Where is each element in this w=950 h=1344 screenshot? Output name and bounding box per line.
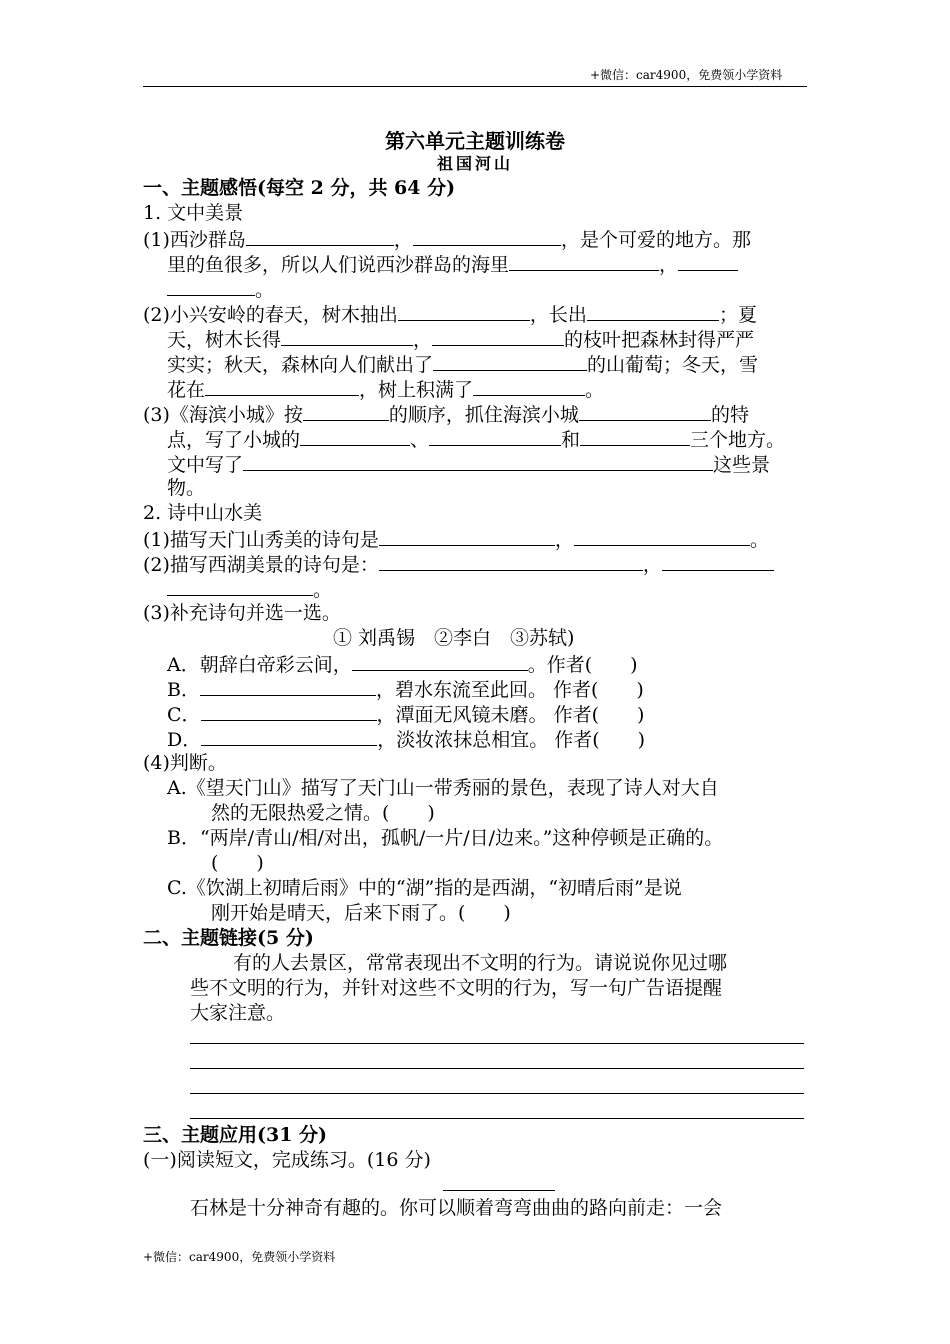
- page-footer: +微信：car4900，免费领小学资料: [143, 1250, 336, 1264]
- paragraph-line: 大家注意。: [190, 1002, 286, 1024]
- subsection-poem-scenery: 2. 诗中山水美: [143, 502, 263, 524]
- answer-blank[interactable]: [413, 226, 561, 246]
- answer-blank[interactable]: [580, 426, 690, 446]
- section-two-heading: 二、主题链接(5 分): [143, 927, 314, 949]
- answer-blank[interactable]: [574, 526, 750, 546]
- answer-blank[interactable]: [246, 226, 394, 246]
- answer-blank[interactable]: [352, 651, 528, 671]
- header-rule: [143, 86, 807, 87]
- section-three-heading: 三、主题应用(31 分): [143, 1124, 328, 1146]
- paragraph-line: 些不文明的行为，并针对这些不文明的行为，写一句广告语提醒: [190, 977, 723, 999]
- judgment-a: A.《望天门山》描写了天门山一带秀丽的景色，表现了诗人对大自: [167, 777, 719, 799]
- reading-instruction: (一)阅读短文，完成练习。(16 分): [143, 1149, 431, 1171]
- page-title: 第六单元主题训练卷: [385, 129, 565, 153]
- question-line: 花在 ，树上积满了 。: [167, 376, 604, 403]
- answer-blank[interactable]: [433, 351, 587, 371]
- question-line: (3)《海滨小城》按 的顺序，抓住海滨小城 的特: [143, 401, 749, 428]
- judgment-a-cont: 然的无限热爱之情。( ): [211, 802, 435, 824]
- question-line: 。: [167, 276, 274, 303]
- answer-blank[interactable]: [167, 276, 255, 296]
- answer-blank[interactable]: [379, 551, 643, 571]
- answer-blank[interactable]: [281, 326, 413, 346]
- question-line: (3)补充诗句并选一选。: [143, 602, 341, 624]
- question-line: 点，写了小城的 、 和 三个地方。: [167, 426, 785, 453]
- answer-blank[interactable]: [205, 376, 359, 396]
- answer-blank[interactable]: [243, 451, 713, 471]
- question-line: 。: [167, 576, 332, 603]
- answer-blank[interactable]: [200, 676, 376, 696]
- judgment-b: B．“两岸/青山/相/对出，孤帆/一片/日/边来。”这种停顿是正确的。: [167, 827, 724, 849]
- question-line: (2)描写西湖美景的诗句是： ，: [143, 551, 774, 578]
- choice-c: C． ，潭面无风镜未磨。 作者( ): [167, 701, 644, 728]
- answer-blank[interactable]: [167, 576, 313, 596]
- passage-title-blank[interactable]: [443, 1190, 555, 1191]
- choice-d: D． ，淡妆浓抹总相宜。 作者( ): [167, 726, 645, 753]
- paragraph-line: 有的人去景区，常常表现出不文明的行为。请说说你见过哪: [233, 952, 728, 974]
- choice-a: A．朝辞白帝彩云间， 。作者( ): [167, 651, 638, 678]
- answer-blank[interactable]: [678, 251, 738, 271]
- passage-line: 石林是十分神奇有趣的。你可以顺着弯弯曲曲的路向前走：一会: [190, 1197, 723, 1219]
- answer-blank[interactable]: [379, 526, 555, 546]
- judgment-b-cont: ( ): [211, 852, 264, 874]
- question-line: (4)判断。: [143, 752, 227, 774]
- question-line: 天，树木长得 ， 的枝叶把森林封得严严: [167, 326, 754, 353]
- answer-blank[interactable]: [509, 251, 659, 271]
- answer-blank[interactable]: [398, 301, 530, 321]
- writing-line[interactable]: [190, 1118, 804, 1119]
- question-line: 里的鱼很多，所以人们说西沙群岛的海里 ，: [167, 251, 738, 278]
- question-line: (1)描写天门山秀美的诗句是 ， 。: [143, 526, 769, 553]
- writing-line[interactable]: [190, 1093, 804, 1094]
- choice-b: B． ，碧水东流至此回。 作者( ): [167, 676, 644, 703]
- answer-blank[interactable]: [300, 426, 410, 446]
- question-line: (2)小兴安岭的春天，树木抽出 ，长出 ；夏: [143, 301, 757, 328]
- question-line: 实实；秋天，森林向人们献出了 的山葡萄；冬天，雪: [167, 351, 758, 378]
- section-one-heading: 一、主题感悟(每空 2 分，共 64 分): [143, 177, 456, 199]
- writing-line[interactable]: [190, 1068, 804, 1069]
- answer-blank[interactable]: [303, 401, 389, 421]
- author-options: ① 刘禹锡 ②李白 ③苏轼): [333, 627, 575, 649]
- answer-blank[interactable]: [579, 401, 711, 421]
- answer-blank[interactable]: [662, 551, 774, 571]
- answer-blank[interactable]: [429, 426, 561, 446]
- question-line: 文中写了 这些景: [167, 451, 770, 478]
- answer-blank[interactable]: [587, 301, 719, 321]
- page-header: +微信：car4900，免费领小学资料: [590, 68, 783, 82]
- answer-blank[interactable]: [201, 726, 377, 746]
- question-line: 物。: [167, 477, 206, 499]
- writing-line[interactable]: [190, 1043, 804, 1044]
- page-subtitle: 祖国河山: [436, 154, 513, 173]
- question-line: (1)西沙群岛 ， ，是个可爱的地方。那: [143, 226, 751, 253]
- answer-blank[interactable]: [473, 376, 585, 396]
- answer-blank[interactable]: [432, 326, 564, 346]
- answer-blank[interactable]: [201, 701, 377, 721]
- subsection-text-scenery: 1. 文中美景: [143, 202, 244, 224]
- judgment-c: C.《饮湖上初晴后雨》中的“湖”指的是西湖，“初晴后雨”是说: [167, 877, 682, 899]
- judgment-c-cont: 刚开始是晴天，后来下雨了。( ): [211, 902, 511, 924]
